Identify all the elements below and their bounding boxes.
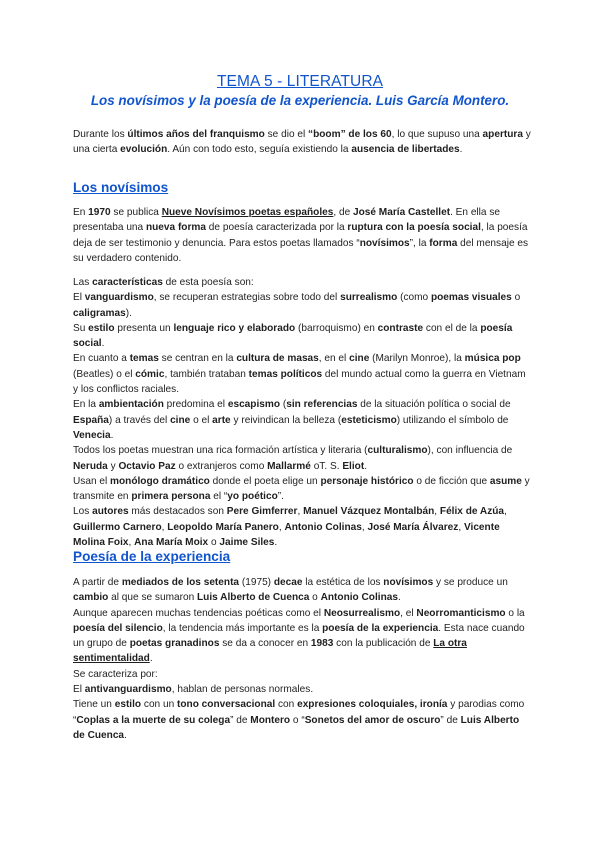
poesia-experiencia-paragraph — [73, 575, 533, 743]
document-subtitle: Los novísimos y la poesía de la experiencia. Luis García Montero. — [90, 93, 510, 108]
text-line: Los autores más destacados son Pere Gimferrer, Manuel Vázquez Montalbán, Félix de Azúa, Guillermo Carnero, Leopoldo María Panero, Antonio Colinas, José María Álvarez, Vicente Molina Foix, Ana María Moix o Jaime Siles. — [73, 506, 507, 549]
text-line: Usan el monólogo dramático donde el poeta elige un personaje histórico o de ficción que asume y transmite en primera persona el “yo poético”. — [73, 475, 530, 503]
text-line: El vanguardismo, se recuperan estrategias sobre todo del surrealismo (como poemas visuales o caligramas). — [73, 292, 521, 319]
section-heading-novisimos: Los novísimos — [73, 180, 169, 195]
document-title: TEMA 5 - LITERATURA — [216, 73, 384, 90]
text-line: Su estilo presenta un lenguaje rico y elaborado (barroquismo) en contraste con el de la poesía social. — [73, 322, 513, 350]
text-line: En 1970 se publica Nueve Novísimos poetas españoles, de José María Castellet. En ella se presentaba una nueva forma de poesía caracterizada por la ruptura con la poesía social, la poesía deja de ser testimonio y denuncia. Para estos poetas llamados “novísimos”, la forma del mensaje es su verdadero contenido. — [73, 207, 529, 264]
text-line: Tiene un estilo con un tono conversacional con expresiones coloquiales, ironía y parodias como “Coplas a la muerte de su colega” de Montero o “Sonetos del amor de oscuro” de Luis Alberto de Cuenca. — [73, 699, 525, 741]
text-line: Aunque aparecen muchas tendencias poéticas como el Neosurrealismo, el Neorromanticismo o la poesía del silencio, la tendencia más importante es la poesía de la experiencia. Esta nace cuando un grupo de poetas granadinos se da a conocer en 1983 con la publicación de La otra sentimentalidad. — [73, 607, 525, 665]
novisimos-characteristics — [73, 275, 533, 550]
text-line: A partir de mediados de los setenta (1975) decae la estética de los novísimos y se produce un cambio al que se sumaron Luis Alberto de Cuenca o Antonio Colinas. — [73, 577, 508, 604]
novisimos-intro-paragraph — [73, 205, 533, 266]
text-line: En la ambientación predomina el escapismo (sin referencias de la situación política o social de España) a través del cine o el arte y reivindican la belleza (esteticismo) utilizando el símbolo de Venecia. — [73, 399, 511, 441]
text-line: Todos los poetas muestran una rica formación artística y literaria (culturalismo), con influencia de Neruda y Octavio Paz o extranjeros como Mallarmé oT. S. Eliot. — [73, 445, 513, 472]
intro-paragraph — [73, 127, 533, 158]
text-line: Se caracteriza por: — [73, 668, 158, 680]
text-line: El antivanguardismo, hablan de personas normales. — [73, 684, 314, 696]
text-line: Durante los últimos años del franquismo se dio el “boom” de los 60, lo que supuso una apertura y una cierta evolución. Aún con todo esto, seguía existiendo la ausencia de libertades. — [73, 129, 531, 156]
section-heading-poesia-experiencia: Poesía de la experiencia — [73, 549, 231, 564]
text-line: En cuanto a temas se centran en la cultura de masas, en el cine (Marilyn Monroe), la música pop (Beatles) o el cómic, también trataban temas políticos del mundo actual como la guerra en Vietnam y los conflictos raciales. — [73, 353, 526, 396]
text-line: Las características de esta poesía son: — [73, 277, 254, 288]
